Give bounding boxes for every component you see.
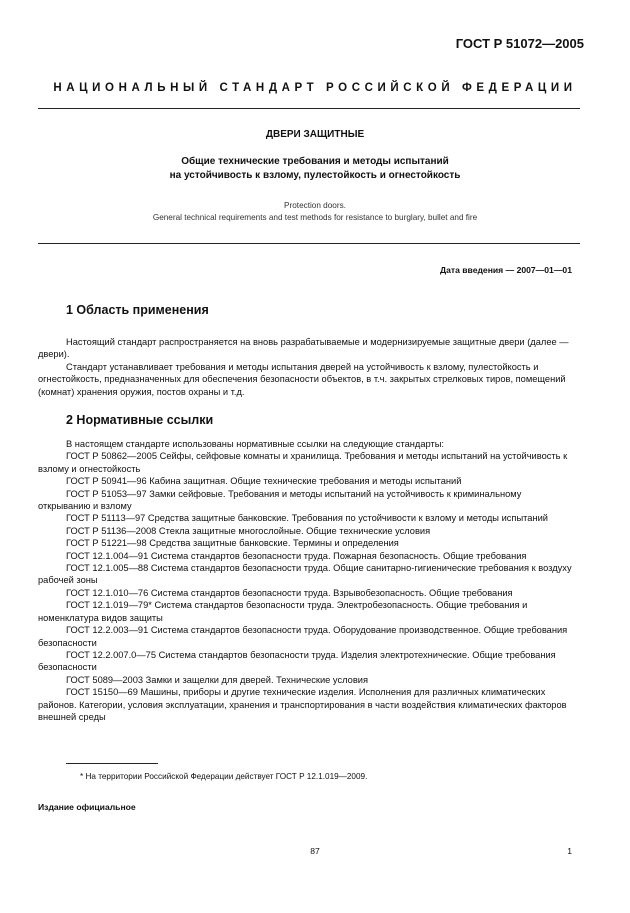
- reference-item: ГОСТ 12.2.003—91 Система стандартов безопасности труда. Оборудование производственное. Общие требования безопасности: [38, 625, 568, 648]
- subtitle-line: на устойчивость к взлому, пулестойкость и огнестойкость: [169, 170, 461, 181]
- reference-item: ГОСТ 15150—69 Машины, приборы и другие технические изделия. Исполнения для различных климатических районов. Категории, условия эксплуатации, хранения и транспортирования в части воздействия климатических факторов внешней среды: [38, 687, 567, 722]
- footnote: * На территории Российской Федерации действует ГОСТ Р 12.1.019—2009.: [80, 772, 368, 781]
- reference-item: ГОСТ Р 51053—97 Замки сейфовые. Требования и методы испытаний на устойчивость к криминальному открыванию и взлому: [38, 488, 522, 512]
- paragraph: В настоящем стандарте использованы нормативные ссылки на следующие стандарты:: [66, 439, 445, 449]
- english-title: [0, 200, 630, 224]
- section-2-heading: 2 Нормативные ссылки: [66, 413, 214, 427]
- english-title-line: General technical requirements and test methods for resistance to burglary, bullet and fire: [152, 213, 478, 222]
- reference-item: ГОСТ Р 50941—96 Кабина защитная. Общие технические требования и методы испытаний: [66, 476, 462, 487]
- reference-item: ГОСТ 12.1.010—76 Система стандартов безопасности труда. Взрывобезопасность. Общие требования: [66, 587, 513, 598]
- reference-item: ГОСТ Р 51221—98 Средства защитные банковские. Термины и определения: [66, 538, 399, 549]
- english-title-line: Protection doors.: [284, 201, 346, 210]
- document-title: ДВЕРИ ЗАЩИТНЫЕ: [265, 129, 365, 140]
- reference-item: ГОСТ Р 50862—2005 Сейфы, сейфовые комнаты и хранилища. Требования и методы испытаний на устойчивость к взлому и огнестойкость: [38, 451, 568, 474]
- reference-item: ГОСТ Р 51136—2008 Стекла защитные многослойные. Общие технические условия: [66, 525, 431, 536]
- document-subtitle: [0, 155, 630, 183]
- paragraph: Стандарт устанавливает требования и методы испытания дверей на устойчивость к взлому, пулестойкость и огнестойкость, предназначенных для обеспечения безопасности объектов, в т.ч. закрытых стрелковых тиров, помещений (комнат) хранения оружия, постов охраны и т.д.: [38, 361, 566, 397]
- footnote-rule: [66, 763, 158, 764]
- reference-item: ГОСТ 5089—2003 Замки и защелки для дверей. Технические условия: [66, 674, 368, 685]
- official-edition-label: Издание официальное: [38, 802, 136, 812]
- section-2-body: [38, 438, 573, 723]
- national-standard-banner: НАЦИОНАЛЬНЫЙ СТАНДАРТ РОССИЙСКОЙ ФЕДЕРАЦИИ: [53, 82, 577, 94]
- top-rule: [38, 108, 580, 109]
- reference-item: ГОСТ 12.1.004—91 Система стандартов безопасности труда. Пожарная безопасность. Общие требования: [66, 550, 527, 561]
- sheet-number: 1: [567, 846, 572, 856]
- reference-item: ГОСТ 12.1.005—88 Система стандартов безопасности труда. Общие санитарно-гигиенические требования к воздуху рабочей зоны: [38, 563, 572, 586]
- reference-item: ГОСТ 12.1.019—79* Система стандартов безопасности труда. Электробезопасность. Общие требования и номенклатура видов защиты: [38, 600, 528, 623]
- introduction-date: Дата введения — 2007—01—01: [439, 265, 572, 275]
- reference-item: ГОСТ 12.2.007.0—75 Система стандартов безопасности труда. Изделия электротехнические. Общие требования безопасности: [38, 649, 556, 673]
- title-rule: [38, 243, 580, 244]
- document-code: ГОСТ Р 51072—2005: [455, 36, 584, 51]
- reference-item: ГОСТ Р 51113—97 Средства защитные банковские. Требования по устойчивости к взлому и методы испытаний: [66, 513, 548, 524]
- subtitle-line: Общие технические требования и методы испытаний: [181, 156, 449, 167]
- paragraph: Настоящий стандарт распространяется на вновь разрабатываемые и модернизируемые защитные двери (далее — двери).: [38, 337, 569, 360]
- section-1-heading: 1 Область применения: [66, 303, 209, 317]
- page-number: 87: [310, 846, 320, 856]
- section-1-body: [38, 336, 573, 398]
